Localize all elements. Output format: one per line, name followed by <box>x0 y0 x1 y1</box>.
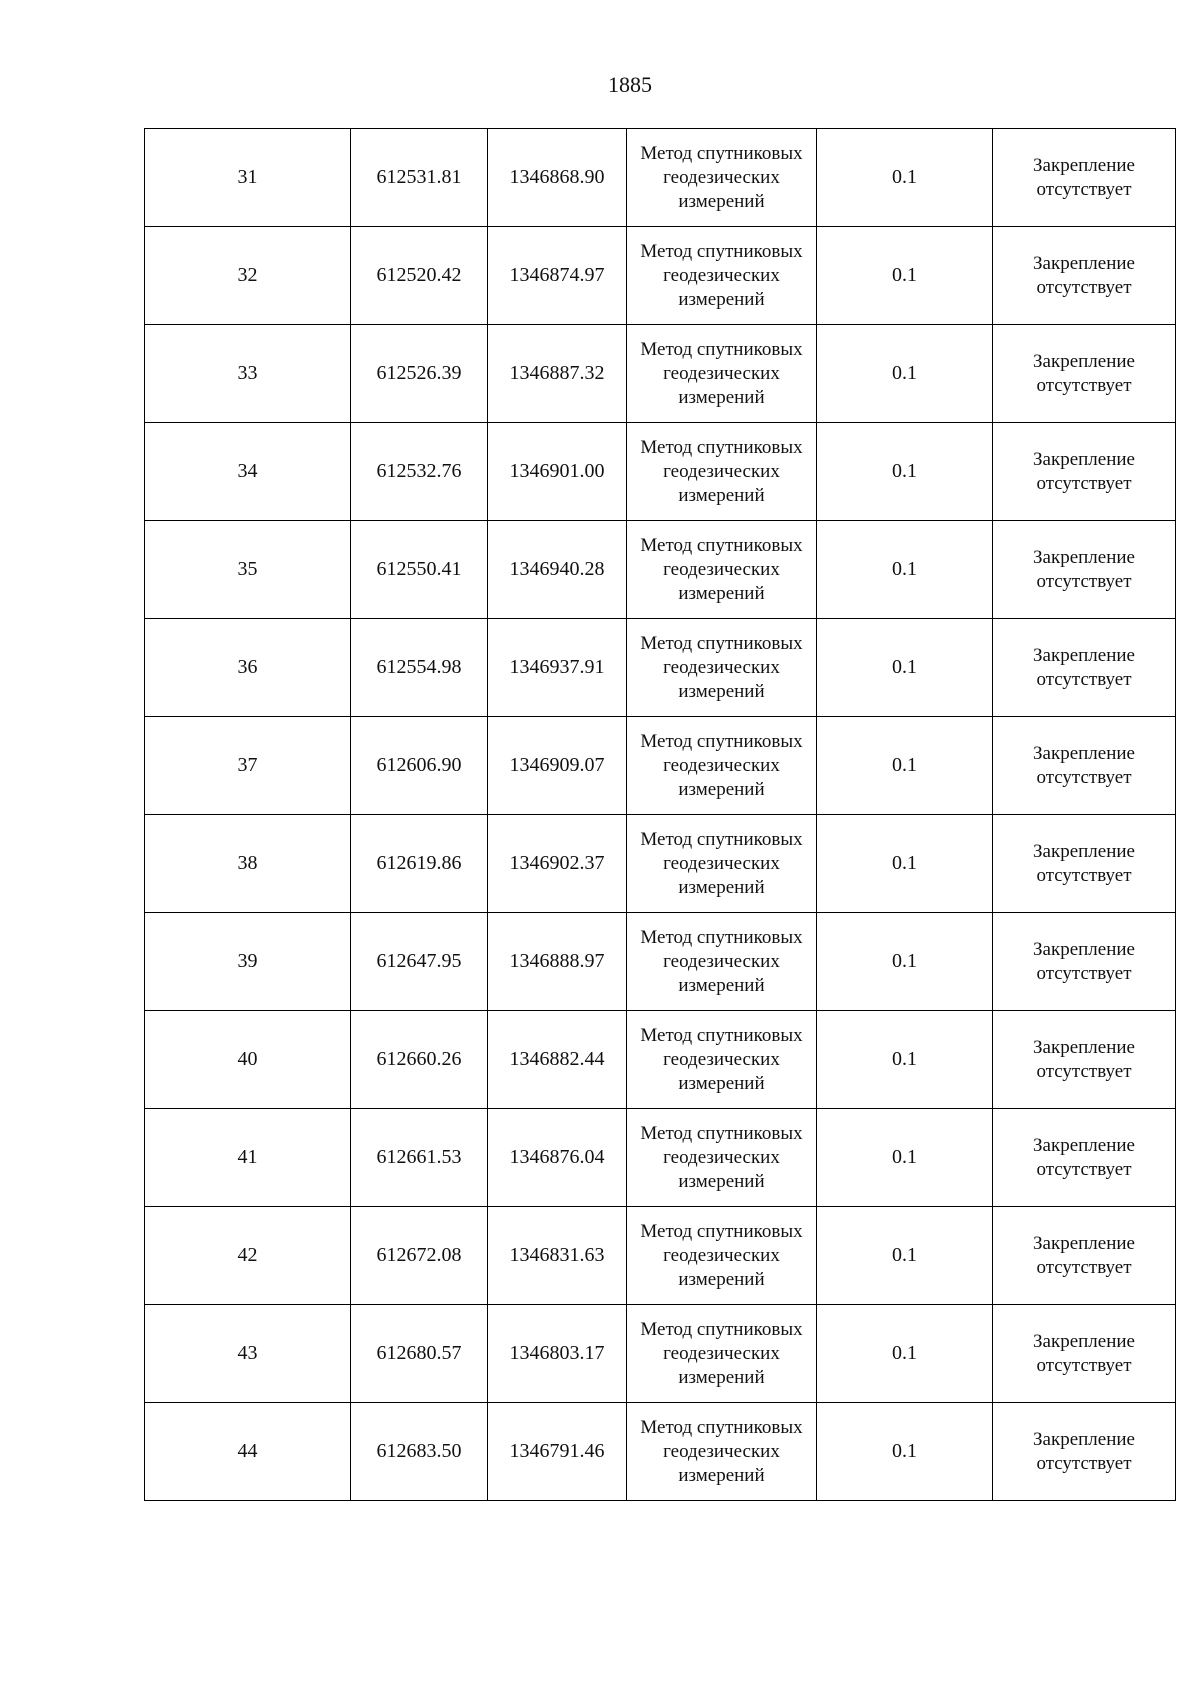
fixation-text: Закрепление отсутствует <box>1033 1428 1135 1474</box>
point-number-cell: 37 <box>145 717 351 815</box>
x-coordinate-cell: 612526.39 <box>351 325 488 423</box>
fixation-text: Закрепление отсутствует <box>1033 350 1135 396</box>
accuracy-cell: 0.1 <box>817 423 993 521</box>
method-text: Метод спутниковых геодезических измерений <box>640 828 803 898</box>
table-row <box>145 717 1176 815</box>
method-text: Метод спутниковых геодезических измерений <box>640 1220 803 1290</box>
method-text: Метод спутниковых геодезических измерений <box>640 240 803 310</box>
method-cell <box>627 1403 817 1501</box>
fixation-cell <box>993 521 1176 619</box>
x-coordinate-cell: 612531.81 <box>351 129 488 227</box>
method-cell <box>627 1011 817 1109</box>
y-coordinate-cell: 1346868.90 <box>488 129 627 227</box>
y-coordinate-cell: 1346888.97 <box>488 913 627 1011</box>
method-text: Метод спутниковых геодезических измерений <box>640 1122 803 1192</box>
fixation-cell <box>993 619 1176 717</box>
method-cell <box>627 1109 817 1207</box>
table-body <box>145 129 1176 1501</box>
fixation-cell <box>993 325 1176 423</box>
fixation-cell <box>993 717 1176 815</box>
y-coordinate-cell: 1346874.97 <box>488 227 627 325</box>
fixation-text: Закрепление отсутствует <box>1033 448 1135 494</box>
accuracy-cell: 0.1 <box>817 815 993 913</box>
fixation-cell <box>993 815 1176 913</box>
accuracy-cell: 0.1 <box>817 913 993 1011</box>
table-row <box>145 1011 1176 1109</box>
x-coordinate-cell: 612619.86 <box>351 815 488 913</box>
y-coordinate-cell: 1346882.44 <box>488 1011 627 1109</box>
method-cell <box>627 1305 817 1403</box>
x-coordinate-cell: 612550.41 <box>351 521 488 619</box>
method-text: Метод спутниковых геодезических измерений <box>640 1318 803 1388</box>
method-text: Метод спутниковых геодезических измерений <box>640 436 803 506</box>
x-coordinate-cell: 612647.95 <box>351 913 488 1011</box>
fixation-text: Закрепление отсутствует <box>1033 938 1135 984</box>
method-text: Метод спутниковых геодезических измерений <box>640 730 803 800</box>
point-number-cell: 42 <box>145 1207 351 1305</box>
table-row <box>145 619 1176 717</box>
y-coordinate-cell: 1346909.07 <box>488 717 627 815</box>
point-number-cell: 31 <box>145 129 351 227</box>
y-coordinate-cell: 1346876.04 <box>488 1109 627 1207</box>
point-number-cell: 35 <box>145 521 351 619</box>
accuracy-cell: 0.1 <box>817 227 993 325</box>
table-row <box>145 521 1176 619</box>
method-cell <box>627 227 817 325</box>
table-row <box>145 913 1176 1011</box>
accuracy-cell: 0.1 <box>817 325 993 423</box>
point-number-cell: 34 <box>145 423 351 521</box>
point-number-cell: 40 <box>145 1011 351 1109</box>
table-row <box>145 1207 1176 1305</box>
table-row <box>145 815 1176 913</box>
fixation-text: Закрепление отсутствует <box>1033 252 1135 298</box>
x-coordinate-cell: 612661.53 <box>351 1109 488 1207</box>
fixation-text: Закрепление отсутствует <box>1033 154 1135 200</box>
fixation-text: Закрепление отсутствует <box>1033 644 1135 690</box>
y-coordinate-cell: 1346831.63 <box>488 1207 627 1305</box>
method-text: Метод спутниковых геодезических измерений <box>640 338 803 408</box>
fixation-cell <box>993 913 1176 1011</box>
point-number-cell: 36 <box>145 619 351 717</box>
fixation-cell <box>993 1403 1176 1501</box>
method-cell <box>627 325 817 423</box>
y-coordinate-cell: 1346887.32 <box>488 325 627 423</box>
x-coordinate-cell: 612554.98 <box>351 619 488 717</box>
y-coordinate-cell: 1346791.46 <box>488 1403 627 1501</box>
y-coordinate-cell: 1346901.00 <box>488 423 627 521</box>
accuracy-cell: 0.1 <box>817 129 993 227</box>
table-row <box>145 1305 1176 1403</box>
accuracy-cell: 0.1 <box>817 1403 993 1501</box>
y-coordinate-cell: 1346940.28 <box>488 521 627 619</box>
fixation-cell <box>993 227 1176 325</box>
method-text: Метод спутниковых геодезических измерений <box>640 534 803 604</box>
fixation-text: Закрепление отсутствует <box>1033 1232 1135 1278</box>
fixation-text: Закрепление отсутствует <box>1033 1330 1135 1376</box>
fixation-cell <box>993 1109 1176 1207</box>
x-coordinate-cell: 612606.90 <box>351 717 488 815</box>
accuracy-cell: 0.1 <box>817 1207 993 1305</box>
fixation-text: Закрепление отсутствует <box>1033 546 1135 592</box>
accuracy-cell: 0.1 <box>817 1011 993 1109</box>
accuracy-cell: 0.1 <box>817 1109 993 1207</box>
y-coordinate-cell: 1346937.91 <box>488 619 627 717</box>
accuracy-cell: 0.1 <box>817 521 993 619</box>
y-coordinate-cell: 1346803.17 <box>488 1305 627 1403</box>
fixation-cell <box>993 1207 1176 1305</box>
point-number-cell: 39 <box>145 913 351 1011</box>
x-coordinate-cell: 612680.57 <box>351 1305 488 1403</box>
method-cell <box>627 129 817 227</box>
coordinates-table <box>144 128 1176 1501</box>
method-cell <box>627 619 817 717</box>
fixation-cell <box>993 129 1176 227</box>
x-coordinate-cell: 612532.76 <box>351 423 488 521</box>
accuracy-cell: 0.1 <box>817 717 993 815</box>
table-row <box>145 227 1176 325</box>
fixation-text: Закрепление отсутствует <box>1033 1134 1135 1180</box>
method-cell <box>627 913 817 1011</box>
method-text: Метод спутниковых геодезических измерений <box>640 1416 803 1486</box>
fixation-cell <box>993 423 1176 521</box>
method-text: Метод спутниковых геодезических измерений <box>640 632 803 702</box>
table-row <box>145 1109 1176 1207</box>
table-row <box>145 423 1176 521</box>
method-cell <box>627 521 817 619</box>
x-coordinate-cell: 612672.08 <box>351 1207 488 1305</box>
point-number-cell: 41 <box>145 1109 351 1207</box>
x-coordinate-cell: 612660.26 <box>351 1011 488 1109</box>
method-text: Метод спутниковых геодезических измерений <box>640 142 803 212</box>
point-number-cell: 43 <box>145 1305 351 1403</box>
method-cell <box>627 1207 817 1305</box>
fixation-text: Закрепление отсутствует <box>1033 840 1135 886</box>
page-number: 1885 <box>608 72 652 97</box>
fixation-text: Закрепление отсутствует <box>1033 1036 1135 1082</box>
table-row <box>145 129 1176 227</box>
y-coordinate-cell: 1346902.37 <box>488 815 627 913</box>
method-text: Метод спутниковых геодезических измерений <box>640 926 803 996</box>
method-cell <box>627 423 817 521</box>
accuracy-cell: 0.1 <box>817 1305 993 1403</box>
method-cell <box>627 815 817 913</box>
point-number-cell: 38 <box>145 815 351 913</box>
x-coordinate-cell: 612520.42 <box>351 227 488 325</box>
table-row <box>145 1403 1176 1501</box>
point-number-cell: 32 <box>145 227 351 325</box>
method-cell <box>627 717 817 815</box>
fixation-cell <box>993 1305 1176 1403</box>
table-row <box>145 325 1176 423</box>
point-number-cell: 33 <box>145 325 351 423</box>
method-text: Метод спутниковых геодезических измерений <box>640 1024 803 1094</box>
point-number-cell: 44 <box>145 1403 351 1501</box>
accuracy-cell: 0.1 <box>817 619 993 717</box>
x-coordinate-cell: 612683.50 <box>351 1403 488 1501</box>
fixation-cell <box>993 1011 1176 1109</box>
fixation-text: Закрепление отсутствует <box>1033 742 1135 788</box>
